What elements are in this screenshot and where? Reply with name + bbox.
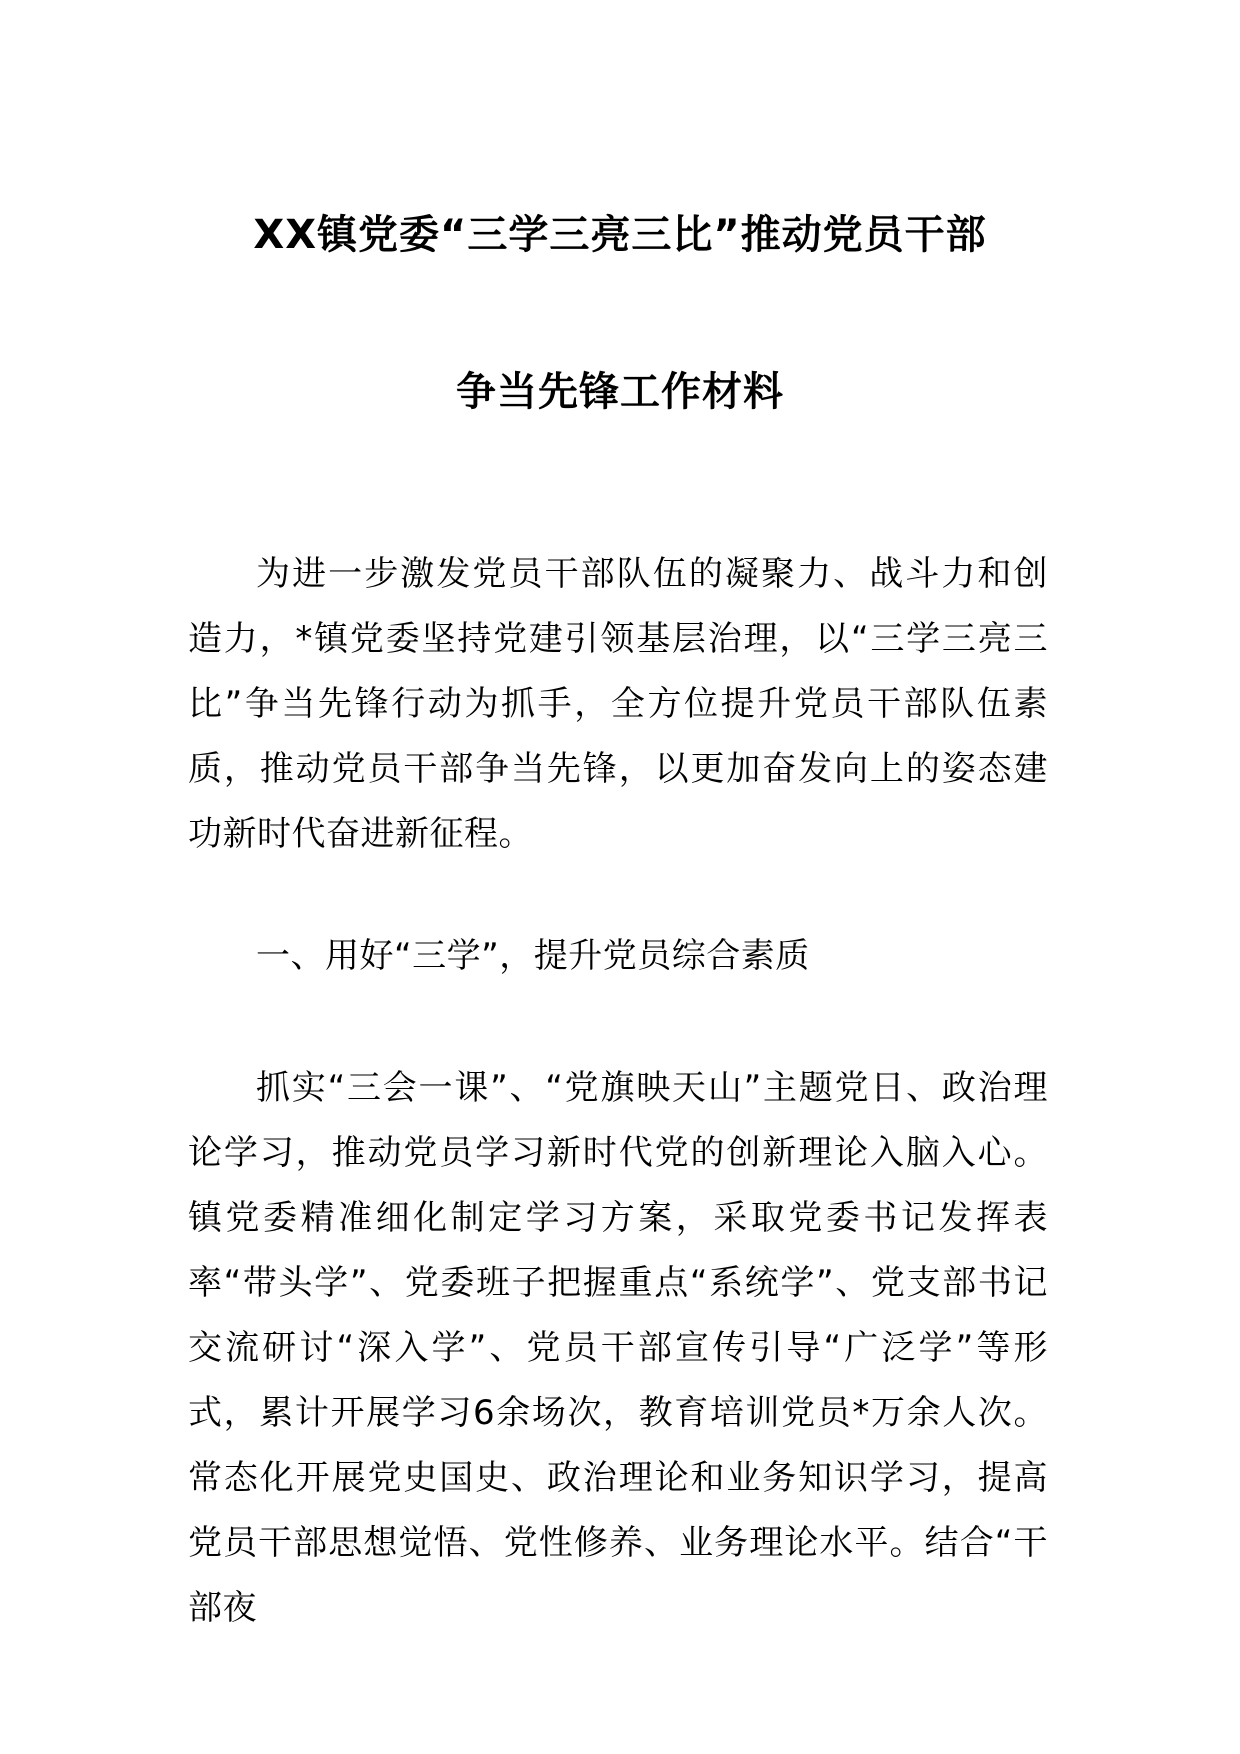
document-title-line-1: XX镇党委“三学三亮三比”推动党员干部: [253, 212, 987, 258]
document-title-line-2: 争当先锋工作材料: [456, 369, 784, 415]
section-1-heading: 一、用好“三学”，提升党员综合素质: [256, 936, 810, 976]
intro-paragraph: 为进一步激发党员干部队伍的凝聚力、战斗力和创造力，*镇党委坚持党建引领基层治理，以“三学三亮三比”争当先锋行动为抓手，全方位提升党员干部队伍素质，推动党员干部争当先锋，以更加奋发向上的姿态建功新时代奋进新征程。: [188, 554, 1048, 854]
section-1-paragraph: 抓实“三会一课”、“党旗映天山”主题党日、政治理论学习，推动党员学习新时代党的创新理论入脑入心。镇党委精准细化制定学习方案，采取党委书记发挥表率“带头学”、党委班子把握重点“系统学”、党支部书记交流研讨“深入学”、党员干部宣传引导“广泛学”等形式，累计开展学习6余场次，教育培训党员*万余人次。常态化开展党史国史、政治理论和业务知识学习，提高党员干部思想觉悟、党性修养、业务理论水平。结合“干部夜: [188, 1068, 1048, 1628]
